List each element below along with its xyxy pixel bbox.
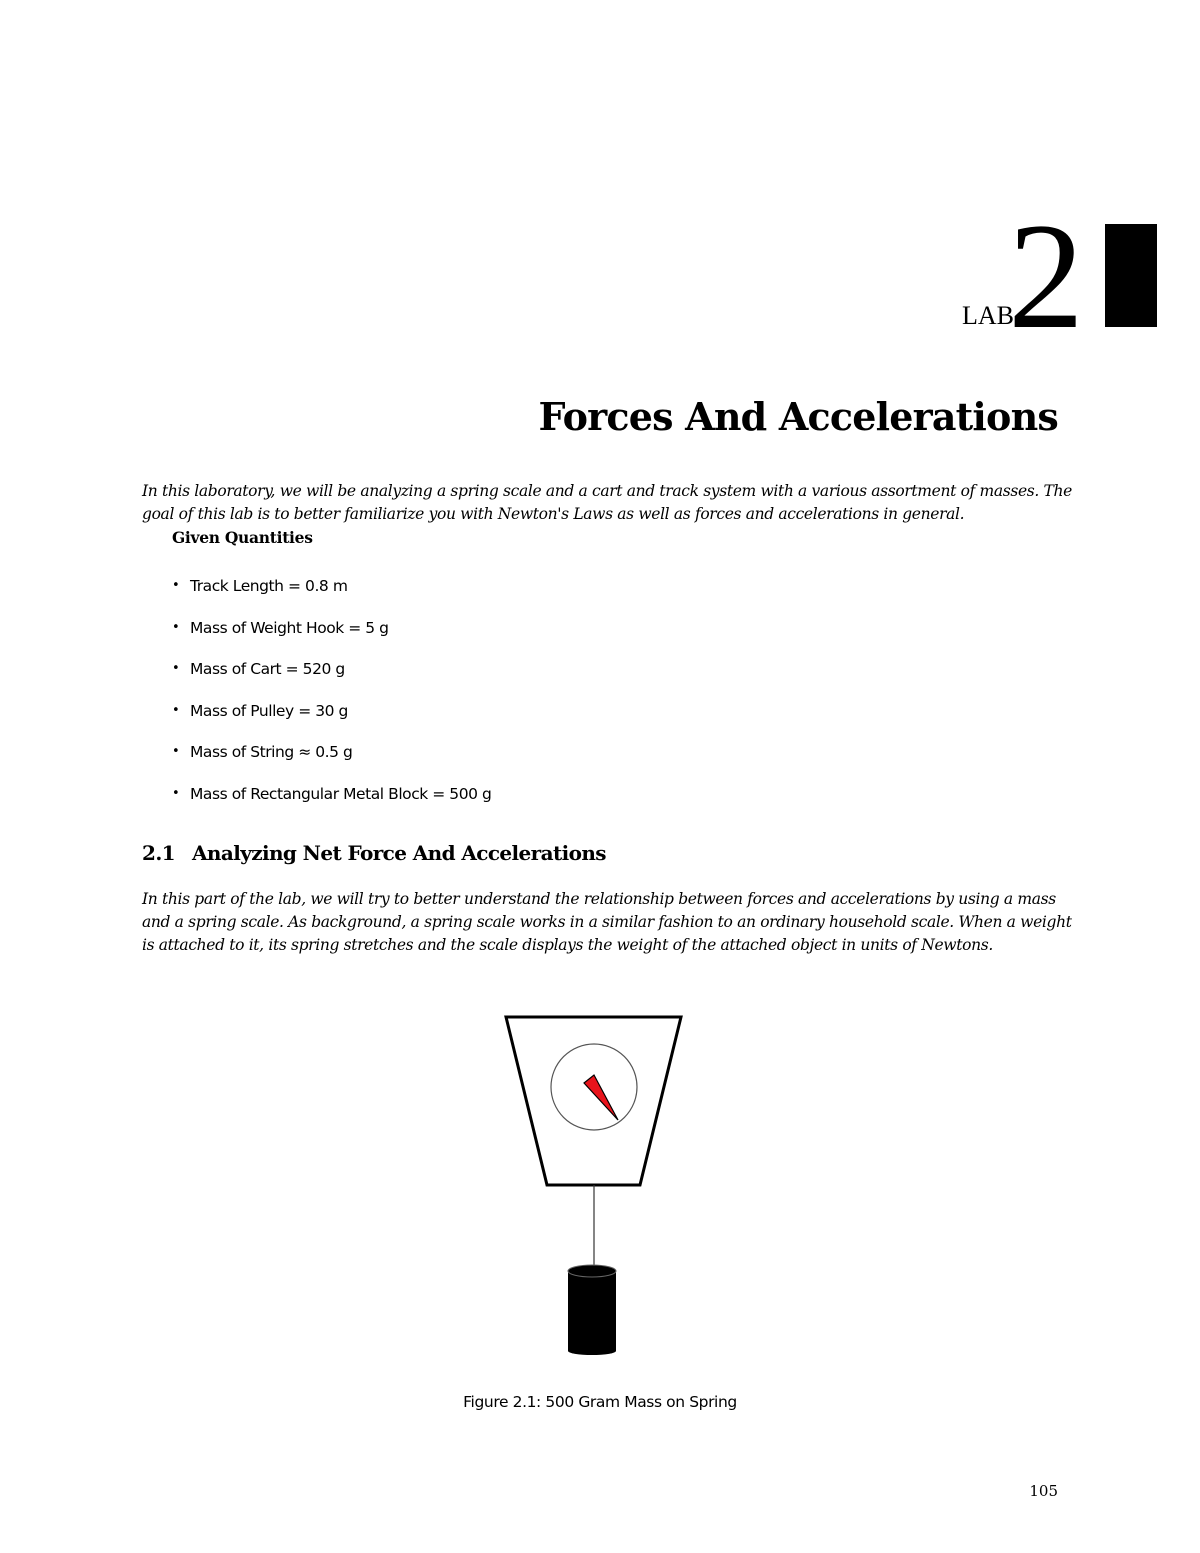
page-number: 105 (1029, 1482, 1058, 1500)
list-item (172, 658, 491, 700)
bullet-icon: • (172, 619, 180, 635)
section-heading (142, 840, 606, 866)
given-quantities-heading: Given Quantities (172, 528, 313, 547)
spring-scale-figure (490, 1005, 710, 1370)
section-paragraph: In this part of the lab, we will try to better understand the relationship between forces and accelerations by using a mass and a spring scale. As background, a spring scale works in a similar fashion to an ordinary household scale. When a weight is attached to it, its spring stretches and the scale displays the weight of the attached object in units of Newtons. (142, 890, 1072, 954)
chapter-title: Forces And Accelerations (538, 394, 1058, 439)
hanging-mass (568, 1265, 616, 1355)
bullet-icon: • (172, 661, 180, 677)
bullet-icon: • (172, 578, 180, 593)
list-item-text: Mass of Cart = 520 g (190, 660, 345, 679)
list-item (172, 783, 491, 825)
list-item-text: Mass of String ≈ 0.5 g (190, 743, 353, 762)
figure-caption: Figure 2.1: 500 Gram Mass on Spring (463, 1393, 737, 1411)
chapter-tab-marker (1105, 224, 1157, 327)
list-item (172, 741, 491, 783)
list-item-text: Mass of Rectangular Metal Block = 500 g (190, 784, 492, 803)
section-title: Analyzing Net Force And Accelerations (192, 841, 606, 865)
list-item-text: Mass of Weight Hook = 5 g (190, 618, 389, 637)
bullet-icon: • (172, 702, 180, 718)
bullet-icon: • (172, 744, 180, 760)
chapter-number: 2 (1008, 192, 1084, 360)
intro-paragraph: In this laboratory, we will be analyzing a spring scale and a cart and track system with a various assortment of masses. The goal of this lab is to better familiarize you with Newton's Laws as well as forces and accelerations in general. (142, 482, 1072, 523)
section-number: 2.1 (142, 841, 175, 865)
list-item (172, 575, 491, 617)
list-item-text: Mass of Pulley = 30 g (190, 701, 348, 720)
list-item (172, 700, 491, 742)
list-item (172, 617, 491, 659)
given-quantities-list (172, 575, 491, 825)
list-item-text: Track Length = 0.8 m (190, 577, 348, 595)
chapter-label: LAB (962, 301, 1014, 330)
bullet-icon: • (172, 785, 180, 801)
